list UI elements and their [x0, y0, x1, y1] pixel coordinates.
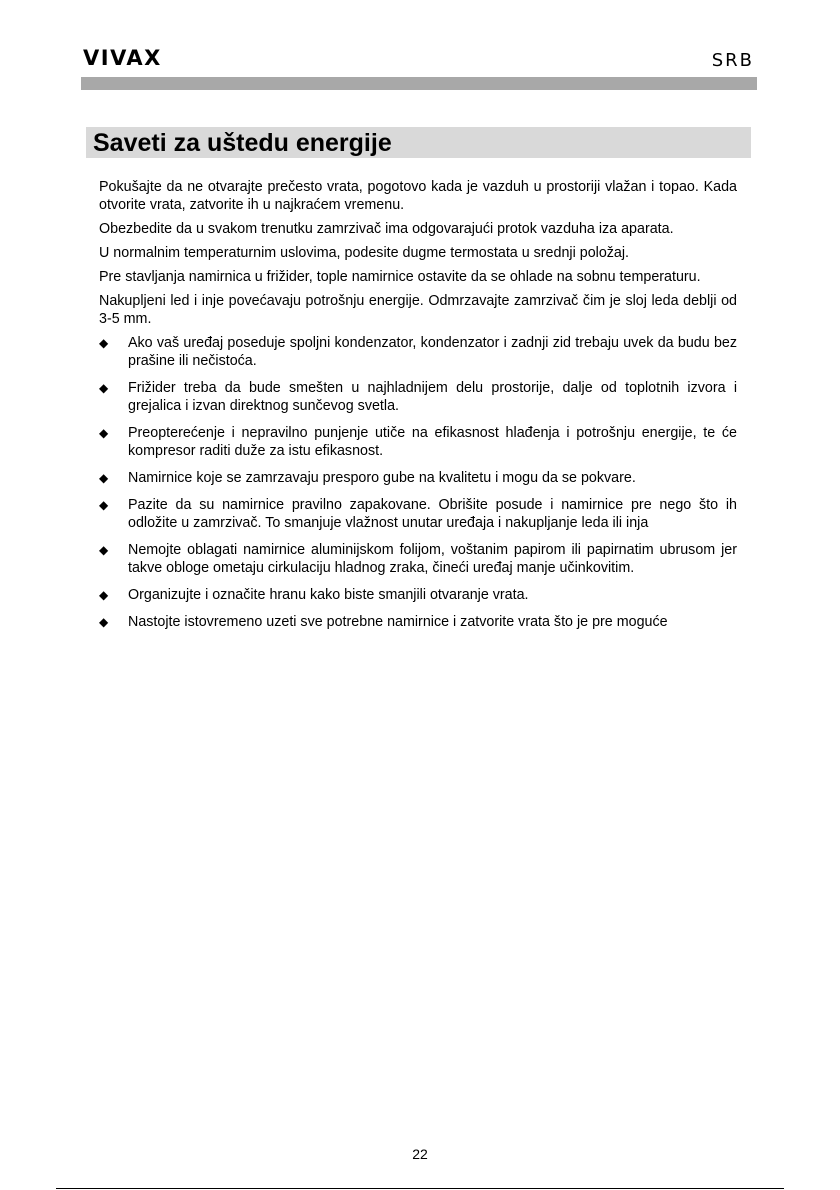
page-number: 22 — [412, 1146, 428, 1162]
brand-logo: VIVAX — [83, 46, 162, 70]
list-item-text: Nemojte oblagati namirnice aluminijskom folijom, voštanim papirom ili papirnatim ubrusom jer takve obloge ometaju cirkulaciju hladnog zraka, čineći uređaj manje učinkovitim. — [128, 542, 737, 576]
paragraph: Obezbedite da u svakom trenutku zamrzivač ima odgovarajući protok vazduha iza aparata. — [99, 221, 674, 237]
diamond-bullet-icon: ◆ — [99, 471, 109, 485]
list-item-text: Nastojte istovremeno uzeti sve potrebne namirnice i zatvorite vrata što je pre moguće — [128, 614, 668, 630]
header-divider-bar — [81, 77, 757, 90]
diamond-bullet-icon: ◆ — [99, 588, 109, 602]
paragraph: Pokušajte da ne otvarajte prečesto vrata, pogotovo kada je vazduh u prostoriji vlažan i topao. Kada otvorite vrata, zatvorite ih u najkraćem vremenu. — [99, 179, 737, 213]
paragraph: Pre stavljanja namirnica u frižider, tople namirnice ostavite da se ohlade na sobnu temperaturu. — [99, 269, 701, 285]
list-item — [99, 424, 737, 460]
footer-divider — [56, 1188, 784, 1189]
list-item-text: Namirnice koje se zamrzavaju presporo gube na kvalitetu i mogu da se pokvare. — [128, 470, 636, 486]
list-item-text: Pazite da su namirnice pravilno zapakovane. Obrišite posude i namirnice pre nego što ih odložite u zamrzivač. To smanjuje vlažnost unutar uređaja i nakupljanje leda ili inja — [128, 497, 737, 531]
page-content — [99, 178, 737, 640]
diamond-bullet-icon: ◆ — [99, 543, 109, 557]
diamond-bullet-icon: ◆ — [99, 498, 109, 512]
list-item-text: Organizujte i označite hranu kako biste smanjili otvaranje vrata. — [128, 587, 529, 603]
list-item — [99, 334, 737, 370]
list-item — [99, 379, 737, 415]
diamond-bullet-icon: ◆ — [99, 426, 109, 440]
list-item — [99, 586, 737, 604]
diamond-bullet-icon: ◆ — [99, 381, 109, 395]
language-code: SRB — [711, 50, 754, 71]
diamond-bullet-icon: ◆ — [99, 336, 109, 350]
paragraph: Nakupljeni led i inje povećavaju potrošnju energije. Odmrzavajte zamrzivač čim je sloj leda deblji od 3-5 mm. — [99, 293, 737, 327]
tips-bullet-list — [99, 334, 737, 631]
list-item — [99, 541, 737, 577]
list-item — [99, 613, 737, 631]
paragraph: U normalnim temperaturnim uslovima, podesite dugme termostata u srednji položaj. — [99, 245, 630, 261]
list-item — [99, 496, 737, 532]
list-item-text: Frižider treba da bude smešten u najhladnijem delu prostorije, dalje od toplotnih izvora i grejalica i izvan direktnog sunčevog svetla. — [128, 380, 737, 414]
list-item-text: Preopterećenje i nepravilno punjenje utiče na efikasnost hlađenja i potrošnju energije, te će kompresor raditi duže za istu efikasnost. — [128, 425, 737, 459]
diamond-bullet-icon: ◆ — [99, 615, 109, 629]
list-item — [99, 469, 737, 487]
list-item-text: Ako vaš uređaj poseduje spoljni kondenzator, kondenzator i zadnji zid trebaju uvek da budu bez prašine ili nečistoća. — [128, 335, 737, 369]
section-title: Saveti za uštedu energije — [86, 127, 751, 158]
